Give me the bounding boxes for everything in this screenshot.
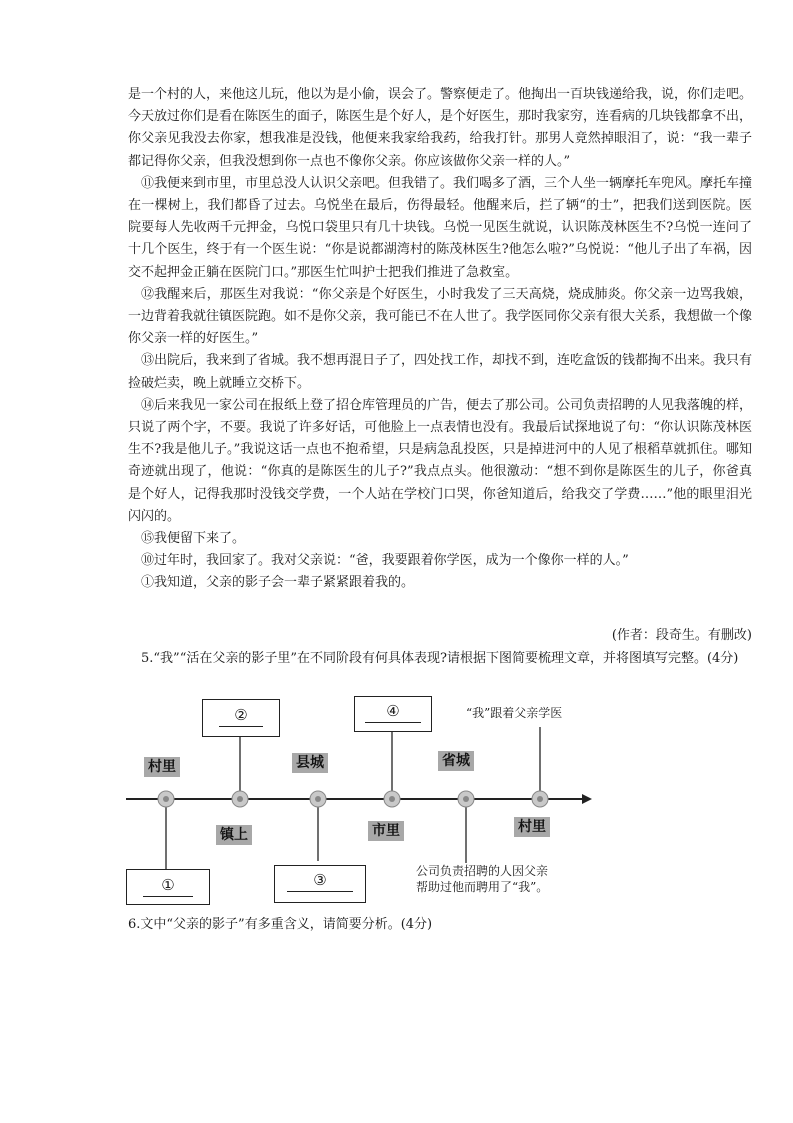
- paragraph-11: ⑪我便来到市里，市里总没人认识父亲吧。但我错了。我们喝多了酒，三个人坐一辆摩托车兜风。摩托车撞在一棵树上，我们都昏了过去。乌悦坐在最后，伤得最轻。他醒来后，拦了辆“的士”，把我们送到医院。医院要每人先收两千元押金，乌悦口袋里只有几十块钱。乌悦一见医生就说，认识陈茂林医生不?乌悦一连问了十几个医生，终于有一个医生说：“你是说都湖湾村的陈茂林医生?他怎么啦?”乌悦说：“他儿子出了车祸，因交不起押金正躺在医院门口。”那医生忙叫护士把我们推进了急救室。: [128, 175, 753, 280]
- story-text: [128, 84, 752, 595]
- blank-label-1: ①: [161, 876, 175, 894]
- question-6: 6.文中“父亲的影子”有多重含义，请简要分析。(4分): [128, 917, 433, 932]
- paragraph-16: ⑩过年时，我回家了。我对父亲说：“爸，我要跟着你学医，成为一个像你一样的人。”: [141, 553, 629, 569]
- note-learn-medicine: “我”跟着父亲学医: [466, 706, 563, 720]
- place-village-1: 村里: [144, 757, 180, 777]
- blank-label-2: ②: [234, 706, 248, 724]
- blank-line: [287, 891, 353, 892]
- blank-box-1: [126, 869, 210, 905]
- blank-box-2: [202, 699, 280, 737]
- paragraph-10-end: 是一个村的人，来他这儿玩，他以为是小偷，误会了。警察便走了。他掏出一百块钱递给我，说，你们走吧。今天放过你们是看在陈医生的面子，陈医生是个好人，是个好医生，那时我家穷，连看病的几块钱都拿不出，你父亲见我没去你家，想我准是没钱，他便来我家给我药，给我打针。那男人竟然掉眼泪了，说：“我一辈子都记得你父亲，但我没想到你一点也不像你父亲。你应该做你父亲一样的人。”: [128, 87, 753, 169]
- note-hired-line2: 帮助过他而聘用了“我”。: [416, 880, 549, 894]
- place-village-2: 村里: [514, 817, 550, 837]
- place-city: 市里: [368, 821, 404, 841]
- blank-line: [219, 726, 263, 727]
- question-5: 5.“我”“活在父亲的影子里”在不同阶段有何具体表现?请根据下图简要梳理文章，并将图填写完整。(4分): [141, 651, 739, 666]
- place-county: 县城: [292, 753, 328, 773]
- blank-label-3: ③: [313, 871, 327, 889]
- paragraph-12: ⑫我醒来后，那医生对我说：“你父亲是个好医生，小时我发了三天高烧，烧成肺炎。你父亲一边骂我娘，一边背着我就往镇医院跑。如不是你父亲，我可能已不在人世了。我学医同你父亲有很大关系，我想做一个像你父亲一样的好医生。”: [128, 286, 753, 347]
- timeline-diagram: [120, 693, 600, 911]
- blank-box-4: [354, 696, 432, 732]
- blank-label-4: ④: [386, 702, 400, 720]
- paragraph-17: ①我知道，父亲的影子会一辈子紧紧跟着我的。: [141, 575, 415, 591]
- blank-line: [143, 896, 193, 897]
- paragraph-15: ⑮我便留下来了。: [141, 531, 246, 547]
- blank-box-3: [274, 865, 366, 903]
- paragraph-13: ⑬出院后，我来到了省城。我不想再混日子了，四处找工作，却找不到，连吃盒饭的钱都掏不出来。我只有捡破烂卖，晚上就睡立交桥下。: [128, 353, 753, 391]
- paragraph-14: ⑭后来我见一家公司在报纸上登了招仓库管理员的广告，便去了那公司。公司负责招聘的人见我落魄的样，只说了两个字，不要。我说了许多好话，可他脸上一点表情也没有。我最后试探地说了句：“你认识陈茂林医生不?我是他儿子。”我说这话一点也不抱希望，只是病急乱投医，只是掉进河中的人见了根稻草就抓住。哪知奇迹就出现了，他说：“你真的是陈医生的儿子?”我点点头。他很激动：“想不到你是陈医生的儿子，你爸真是个好人，记得我那时没钱交学费，一个人站在学校门口哭，你爸知道后，给我交了学费……”他的眼里泪光闪闪的。: [128, 397, 753, 524]
- blank-line: [365, 722, 421, 723]
- place-province: 省城: [438, 751, 474, 771]
- place-town: 镇上: [216, 825, 252, 845]
- note-hired-line1: 公司负责招聘的人因父亲: [416, 864, 549, 878]
- author-credit: (作者：段奇生。有删改): [611, 628, 752, 643]
